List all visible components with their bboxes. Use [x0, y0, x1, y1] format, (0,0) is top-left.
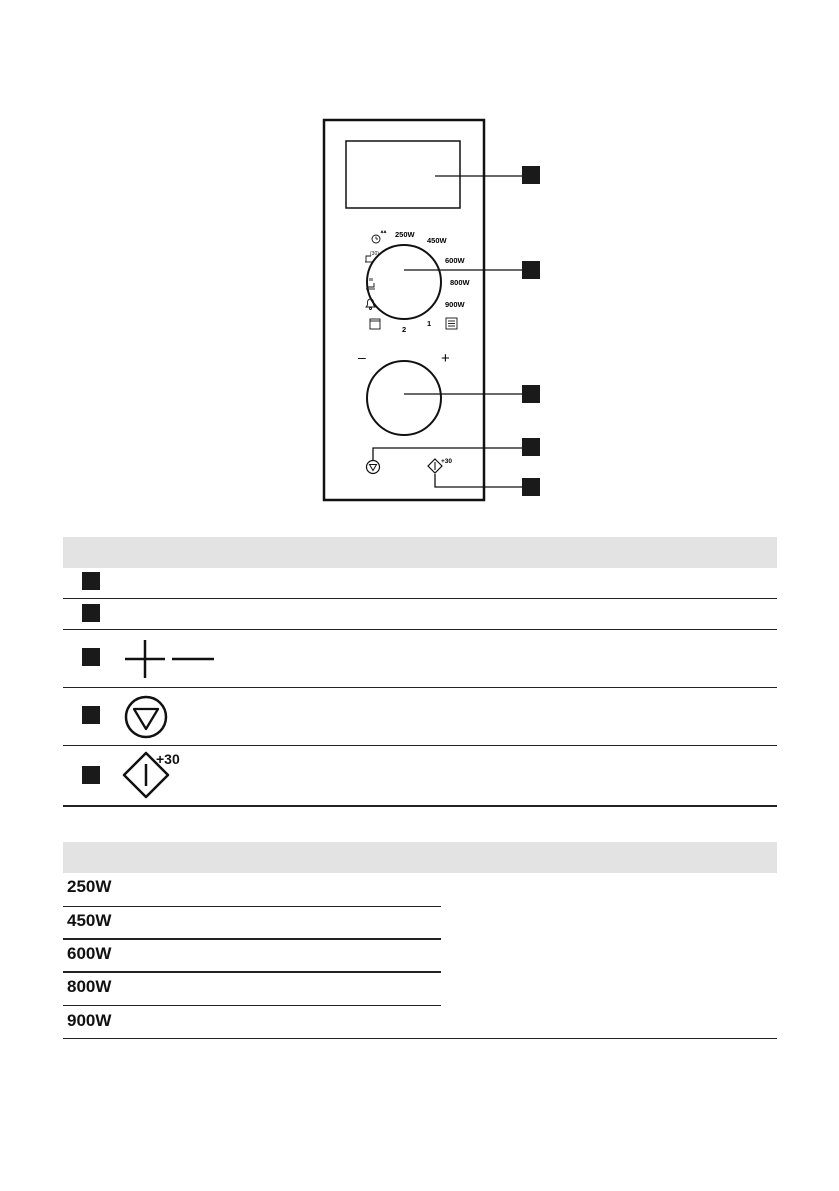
plus-icon: [125, 640, 165, 678]
callout-box-3: [522, 385, 540, 403]
bell-icon: [366, 299, 375, 310]
timer-dial: [367, 361, 441, 435]
dial-label-2: 2: [402, 325, 407, 334]
table2-divider: [63, 971, 441, 973]
dial-label-900w: 900W: [445, 300, 465, 309]
dial-label-600w: 600W: [445, 256, 465, 265]
display-window: [346, 141, 460, 208]
clock-defrost-icon: [372, 231, 386, 243]
power-600w: 600W: [67, 944, 112, 963]
dial-label-250w: 250W: [395, 230, 415, 239]
timer-minus-label: –: [358, 349, 366, 365]
grill-icon: [446, 318, 457, 329]
callout-box-2: [522, 261, 540, 279]
table2-header: [63, 842, 777, 873]
power-800w: 800W: [67, 977, 112, 996]
dial-label-1: 1: [427, 319, 432, 328]
table2-divider: [63, 938, 441, 940]
table1-row2-box: [82, 604, 100, 622]
table1-divider: [63, 629, 777, 630]
table1-divider: [63, 745, 777, 746]
control-panel-diagram: [0, 0, 839, 520]
table1-row1-box: [82, 572, 100, 590]
table1-bottom-border: [63, 805, 777, 807]
table1-row3-box: [82, 648, 100, 666]
power-900w: 900W: [67, 1011, 112, 1030]
callout-line-5: [435, 474, 522, 487]
power-250w: 250W: [67, 877, 112, 896]
stop-triangle-icon: [370, 465, 377, 471]
table2-divider: [63, 1005, 441, 1006]
power-450w: 450W: [67, 911, 112, 930]
table1-divider: [63, 598, 777, 599]
table2-divider: [63, 906, 441, 907]
callout-box-5: [522, 478, 540, 496]
table1-divider: [63, 687, 777, 688]
table2-bottom-border: [63, 1038, 777, 1039]
callout-box-1: [522, 166, 540, 184]
plus-minus-icons: [120, 638, 220, 682]
weight-defrost-icon: [365, 251, 379, 262]
oven-icon: [370, 319, 380, 329]
table1-row5-box: [82, 766, 100, 784]
stop-button-icon: [367, 461, 380, 474]
timer-plus-label: +: [441, 350, 450, 367]
stop-icon: [120, 693, 174, 741]
table1-header: [63, 537, 777, 568]
table1-row4-box: [82, 706, 100, 724]
start-plus30-label: +30: [156, 751, 180, 767]
callout-box-4: [522, 438, 540, 456]
dial-label-450w: 450W: [427, 236, 447, 245]
start-plus30-label: +30: [441, 458, 453, 465]
svg-text:(30): (30): [370, 251, 379, 257]
dial-label-800w: 800W: [450, 278, 470, 287]
